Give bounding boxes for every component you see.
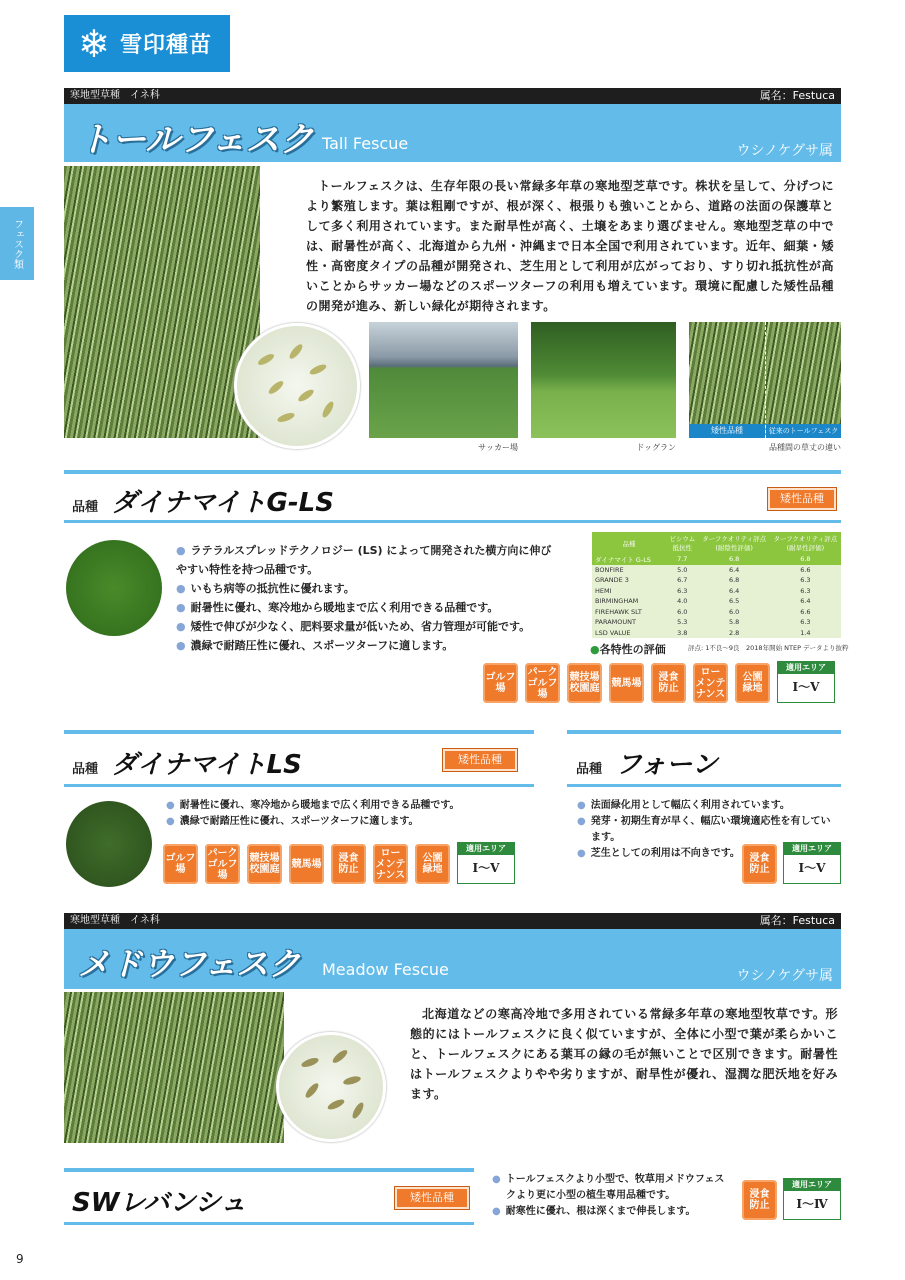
table-cell: 2.8 bbox=[699, 628, 770, 639]
usage-icon: 浸食 防止 bbox=[331, 844, 366, 884]
turf-ls-photo bbox=[66, 801, 152, 887]
table-row bbox=[592, 586, 841, 597]
divider bbox=[567, 784, 841, 787]
table-row bbox=[592, 617, 841, 628]
table-cell: LSD VALUE bbox=[592, 628, 666, 639]
table-cell: BONFIRE bbox=[592, 565, 666, 576]
table-cell: 6.5 bbox=[699, 596, 770, 607]
compare-caption: 品種間の草丈の違い bbox=[769, 443, 841, 452]
list-item: ● 耐暑性に優れ、寒冷地から暖地まで広く利用できる品種です。 bbox=[176, 598, 556, 617]
section1-title-jp: トールフェスク bbox=[78, 120, 314, 160]
usage-icon: 競技場 校園庭 bbox=[247, 844, 282, 884]
tall-fescue-seeds-photo bbox=[234, 323, 360, 449]
uses-sw bbox=[742, 1178, 842, 1222]
table-cell: 6.3 bbox=[770, 575, 841, 586]
usage-icon: 公園 緑地 bbox=[415, 844, 450, 884]
usage-icon: 競馬場 bbox=[609, 663, 644, 703]
dogrun-caption: ドッグラン bbox=[636, 443, 676, 452]
area-box bbox=[457, 842, 515, 884]
table-cell: 5.3 bbox=[666, 617, 699, 628]
section2-genus-latin: 属名：Festuca bbox=[759, 914, 835, 927]
table-cell: 6.8 bbox=[699, 575, 770, 586]
table-row bbox=[592, 596, 841, 607]
section2-title-en: Meadow Fescue bbox=[322, 960, 449, 979]
usage-icon: ゴルフ場 bbox=[483, 663, 518, 703]
table-cell: 6.6 bbox=[770, 565, 841, 576]
table-cell: 6.8 bbox=[699, 554, 770, 565]
variety-sw-bullets bbox=[492, 1172, 732, 1220]
table-cell: PARAMOUNT bbox=[592, 617, 666, 628]
list-item: ● 法面緑化用として幅広く利用されています。 bbox=[577, 798, 839, 814]
list-item: ● トールフェスクより小型で、牧草用メドウフェスクより更に小型の植生専用品種です。 bbox=[492, 1172, 732, 1204]
list-item: ● 濃緑で耐踏圧性に優れ、スポーツターフに適します。 bbox=[176, 636, 556, 655]
area-box bbox=[777, 661, 835, 703]
divider bbox=[64, 1222, 474, 1225]
table-header: ターフクオリティ評点 (耐陰性評価) bbox=[699, 532, 770, 554]
table-cell: 6.0 bbox=[699, 607, 770, 618]
table-cell: 6.0 bbox=[666, 607, 699, 618]
usage-icon: 公園 緑地 bbox=[735, 663, 770, 703]
usage-icon: ロー メンテ ナンス bbox=[693, 663, 728, 703]
usage-icon: 浸食 防止 bbox=[742, 844, 777, 884]
legend-dot-icon: ● bbox=[590, 643, 600, 656]
table-cell: 4.0 bbox=[666, 596, 699, 607]
area-box bbox=[783, 1178, 841, 1220]
area-label: 適用エリア bbox=[784, 843, 840, 855]
table-legend: ●各特性の評価 bbox=[590, 643, 666, 656]
area-value: Ⅰ～Ⅴ bbox=[798, 861, 826, 875]
meadow-fescue-seeds-photo bbox=[276, 1032, 386, 1142]
dog-run-photo bbox=[531, 322, 676, 438]
compare-left-label: 矮性品種 bbox=[689, 424, 765, 438]
section1-genus-jp: ウシノケグサ属 bbox=[736, 143, 833, 159]
section2-title-band bbox=[64, 929, 841, 989]
area-value: Ⅰ～Ⅴ bbox=[472, 861, 500, 875]
list-item: ● 矮性で伸びが少なく、肥料要求量が低いため、省力管理が可能です。 bbox=[176, 617, 556, 636]
area-box bbox=[783, 842, 841, 884]
table-cell: 5.0 bbox=[666, 565, 699, 576]
divider bbox=[64, 1168, 474, 1172]
section1-title-band bbox=[64, 104, 841, 162]
table-cell: 6.8 bbox=[770, 554, 841, 565]
table-note: 評点: 1不良～9良 2018年開始 NTEP データより抜粋 bbox=[688, 644, 849, 652]
variety-g-ls-heading: 品種 ダイナマイトG-LS bbox=[72, 488, 334, 518]
section2-description: 北海道などの寒高冷地で多用されている常緑多年草の寒地型牧草です。形態的にはトールフェスクに良く似ていますが、全体に小型で葉が柔らかいこと、トールフェスクにある葉耳の縁の毛が無いことで区別できます。耐暑性はトールフェスクよりやや劣りますが、耐旱性が優れ、湿潤な肥沃地を好みます。 bbox=[410, 1007, 838, 1101]
meadow-fescue-photo bbox=[64, 992, 284, 1143]
table-cell: GRANDE 3 bbox=[592, 575, 666, 586]
table-cell: 1.4 bbox=[770, 628, 841, 639]
table-cell: FIREHAWK SLT bbox=[592, 607, 666, 618]
section1-title-en: Tall Fescue bbox=[322, 134, 409, 153]
variety-ls-name: ダイナマイトLS bbox=[111, 750, 302, 780]
table-cell: 5.8 bbox=[699, 617, 770, 628]
usage-icon: 競馬場 bbox=[289, 844, 324, 884]
usage-icon: パーク ゴルフ場 bbox=[205, 844, 240, 884]
area-value: Ⅰ～Ⅴ bbox=[792, 680, 820, 694]
variety-sw-heading bbox=[72, 1182, 246, 1219]
table-cell: 6.3 bbox=[770, 586, 841, 597]
table-row bbox=[592, 575, 841, 586]
table-cell: ダイナマイト G-LS bbox=[592, 554, 666, 565]
list-item: ● 濃緑で耐踏圧性に優れ、スポーツターフに適します。 bbox=[166, 814, 526, 830]
section2-topbar bbox=[64, 913, 841, 929]
page-number: 9 bbox=[16, 1252, 24, 1266]
table-cell: 6.4 bbox=[699, 586, 770, 597]
table-cell: BIRMINGHAM bbox=[592, 596, 666, 607]
table-row bbox=[592, 565, 841, 576]
section1-category: 寒地型草種 イネ科 bbox=[70, 90, 160, 101]
table-row bbox=[592, 628, 841, 639]
table-header: 品種 bbox=[592, 532, 666, 554]
table-cell: 6.6 bbox=[770, 607, 841, 618]
section1-topbar bbox=[64, 88, 841, 104]
list-item: ● 耐暑性に優れ、寒冷地から暖地まで広く利用できる品種です。 bbox=[166, 798, 526, 814]
table-cell: 7.7 bbox=[666, 554, 699, 565]
table-cell: 6.3 bbox=[666, 586, 699, 597]
section1-genus-latin: 属名：Festuca bbox=[759, 89, 835, 102]
dwarf-badge: 矮性品種 bbox=[442, 748, 518, 772]
variety-g-ls-bullets bbox=[176, 541, 556, 655]
table-header: ターフクオリティ評点 (耐旱性評価) bbox=[770, 532, 841, 554]
variety-fawn-name: フォーン bbox=[615, 750, 718, 780]
variety-fawn-heading: 品種 フォーン bbox=[576, 750, 718, 780]
brand-logo bbox=[64, 15, 230, 72]
table-header: ピシウム 抵抗性 bbox=[666, 532, 699, 554]
brand-name: 雪印種苗 bbox=[120, 33, 213, 58]
divider bbox=[64, 730, 534, 734]
table-cell: 3.8 bbox=[666, 628, 699, 639]
table-cell: HEMI bbox=[592, 586, 666, 597]
usage-icon: 浸食 防止 bbox=[742, 1180, 777, 1220]
soccer-field-photo bbox=[369, 322, 518, 438]
section1-description: トールフェスクは、生存年限の長い常緑多年草の寒地型芝草です。株状を呈して、分げつにより繁殖します。葉は粗剛ですが、根が深く、根張りも強いことから、道路の法面の保護草として多く利用されています。また耐旱性が高く、土壌をあまり選びません。寒地型芝草の中では、耐暑性が高く、北海道から九州・沖縄まで日本全国で利用されています。近年、細葉・矮性・高密度タイプの品種が開発され、芝生用として利用が広がっており、すり切れ抵抗性が高いことからサッカー場などのスポーツターフの利用も増えています。環境に配慮した矮性品種の開発が進み、新しい緑化が期待されます。 bbox=[306, 179, 834, 313]
list-item: ● 芝生としての利用は不向きです。 bbox=[577, 846, 839, 862]
dwarf-badge: 矮性品種 bbox=[394, 1186, 470, 1210]
usage-icon: ロー メンテ ナンス bbox=[373, 844, 408, 884]
tall-fescue-photo bbox=[64, 166, 260, 438]
soccer-caption: サッカー場 bbox=[478, 443, 518, 452]
table-row bbox=[592, 607, 841, 618]
dwarf-badge: 矮性品種 bbox=[767, 487, 837, 511]
list-item: ● いもち病等の抵抗性に優れます。 bbox=[176, 579, 556, 598]
usage-icon: ゴルフ場 bbox=[163, 844, 198, 884]
section2-genus-jp: ウシノケグサ属 bbox=[736, 968, 833, 984]
uses-fawn bbox=[742, 842, 842, 886]
table-cell: 6.7 bbox=[666, 575, 699, 586]
variety-g-ls-name: ダイナマイトG-LS bbox=[111, 488, 334, 518]
usage-icon: 競技場 校園庭 bbox=[567, 663, 602, 703]
divider bbox=[64, 520, 841, 523]
uses-g-ls bbox=[483, 661, 843, 705]
divider bbox=[64, 784, 534, 787]
side-tab-fescue: フェスク類 bbox=[0, 207, 34, 280]
list-item: ● ラテラルスプレッドテクノロジー (LS) によって開発された横方向に伸びやすい特性を持つ品種です。 bbox=[176, 541, 556, 579]
table-cell: 6.4 bbox=[699, 565, 770, 576]
list-item: ● 発芽・初期生育が早く、幅広い環境適応性を有しています。 bbox=[577, 814, 839, 846]
divider bbox=[567, 730, 841, 734]
area-value: Ⅰ～Ⅳ bbox=[796, 1197, 828, 1211]
table-cell: 6.3 bbox=[770, 617, 841, 628]
variety-ls-bullets bbox=[166, 798, 526, 830]
usage-icon: パーク ゴルフ場 bbox=[525, 663, 560, 703]
uses-ls bbox=[163, 842, 533, 886]
table-cell: 6.4 bbox=[770, 596, 841, 607]
evaluation-table bbox=[592, 532, 841, 638]
area-label: 適用エリア bbox=[778, 662, 834, 674]
turf-g-ls-photo bbox=[66, 540, 162, 636]
section2-category: 寒地型草種 イネ科 bbox=[70, 915, 160, 926]
table-row bbox=[592, 554, 841, 565]
snowflake-icon: ❄ bbox=[78, 21, 110, 66]
section2-title-jp: メドウフェスク bbox=[78, 945, 301, 983]
variety-sw-name: SWレバンシュ bbox=[72, 1188, 247, 1218]
variety-compare-photo bbox=[689, 322, 841, 438]
compare-right-label: 従来のトールフェスク bbox=[766, 424, 841, 438]
usage-icon: 浸食 防止 bbox=[651, 663, 686, 703]
area-label: 適用エリア bbox=[784, 1179, 840, 1191]
area-label: 適用エリア bbox=[458, 843, 514, 855]
variety-ls-heading: 品種 ダイナマイトLS bbox=[72, 750, 302, 780]
divider bbox=[64, 470, 841, 474]
list-item: ● 耐寒性に優れ、根は深くまで伸長します。 bbox=[492, 1204, 732, 1220]
